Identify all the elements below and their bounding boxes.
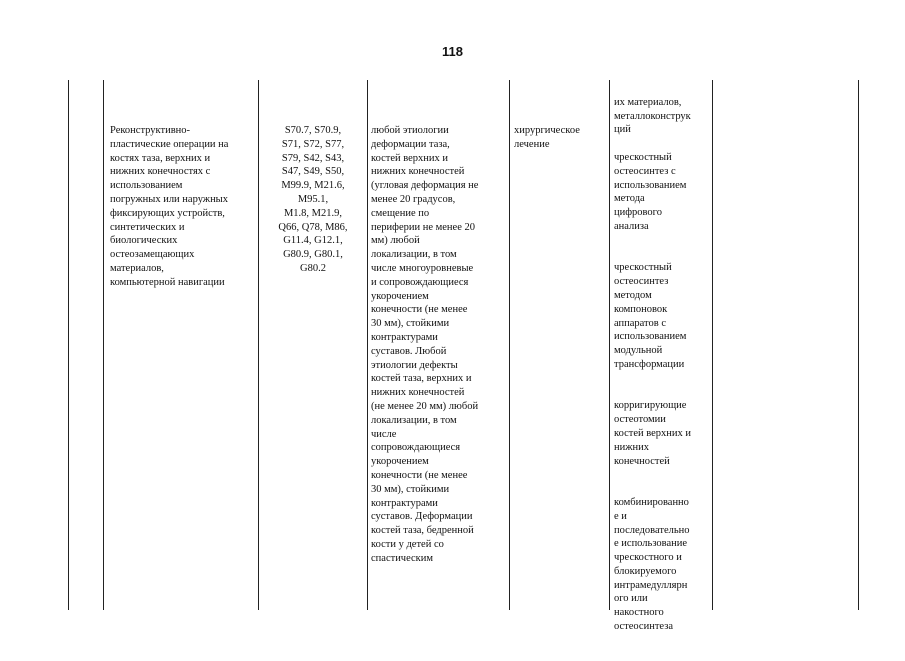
table-border-left-inner bbox=[103, 80, 104, 610]
method-item: комбинированно е и последовательно е использование чрескостного и блокируемого интрамедуллярн ого или накостного остеосинтеза bbox=[614, 496, 690, 633]
table-border-left-outer bbox=[68, 80, 69, 610]
column-divider-2 bbox=[367, 80, 368, 610]
method-continuation: их материалов, металлоконструк ций bbox=[614, 96, 691, 136]
method-item: чрескостный остеосинтез методом компоновок аппаратов с использованием модульной трансформации bbox=[614, 262, 687, 370]
diagnosis-codes-cell: S70.7, S70.9, S71, S72, S77, S79, S42, S43, S47, S49, S50, M99.9, M21.6, M95.1, M1.8, M21.9, Q66, Q78, M86, G11.4, G12.1, G80.9, G80.1, G80.2 bbox=[278, 125, 348, 274]
column-divider-1 bbox=[258, 80, 259, 610]
method-item: корригирующие остеотомии костей верхних и нижних конечностей bbox=[614, 400, 692, 467]
method-item: чрескостный остеосинтез с использованием метода цифрового анализа bbox=[614, 151, 687, 232]
treatment-type-cell: хирургическое лечение bbox=[514, 125, 580, 150]
column-divider-4 bbox=[609, 80, 610, 610]
operation-name-cell: Реконструктивно- пластические операции на костях таза, верхних и нижних конечностях с использованием погружных или наружных фиксирующих устройств, синтетических и биологических остеозамещающих материалов, компьютерной навигации bbox=[110, 125, 229, 288]
column-divider-5 bbox=[712, 80, 713, 610]
page-number: 118 bbox=[442, 44, 463, 59]
column-divider-3 bbox=[509, 80, 510, 610]
treatment-methods-cell bbox=[614, 82, 710, 661]
diagnosis-description-cell: любой этиологии деформации таза, костей верхних и нижних конечностей (угловая деформация не менее 20 градусов, смещение по периферии не менее 20 мм) любой локализации, в том числе многоуровневые и сопровождающиеся укорочением конечности (не менее 30 мм), стойкими контрактурами суставов. Любой этиологии дефекты костей таза, верхних и нижних конечностей (не менее 20 мм) любой локализации, в том числе сопровождающиеся укорочением конечности (не менее 30 мм), стойкими контрактурами суставов. Деформации костей таза, бедренной кости у детей со спастическим bbox=[371, 125, 479, 564]
table-border-right bbox=[858, 80, 859, 610]
